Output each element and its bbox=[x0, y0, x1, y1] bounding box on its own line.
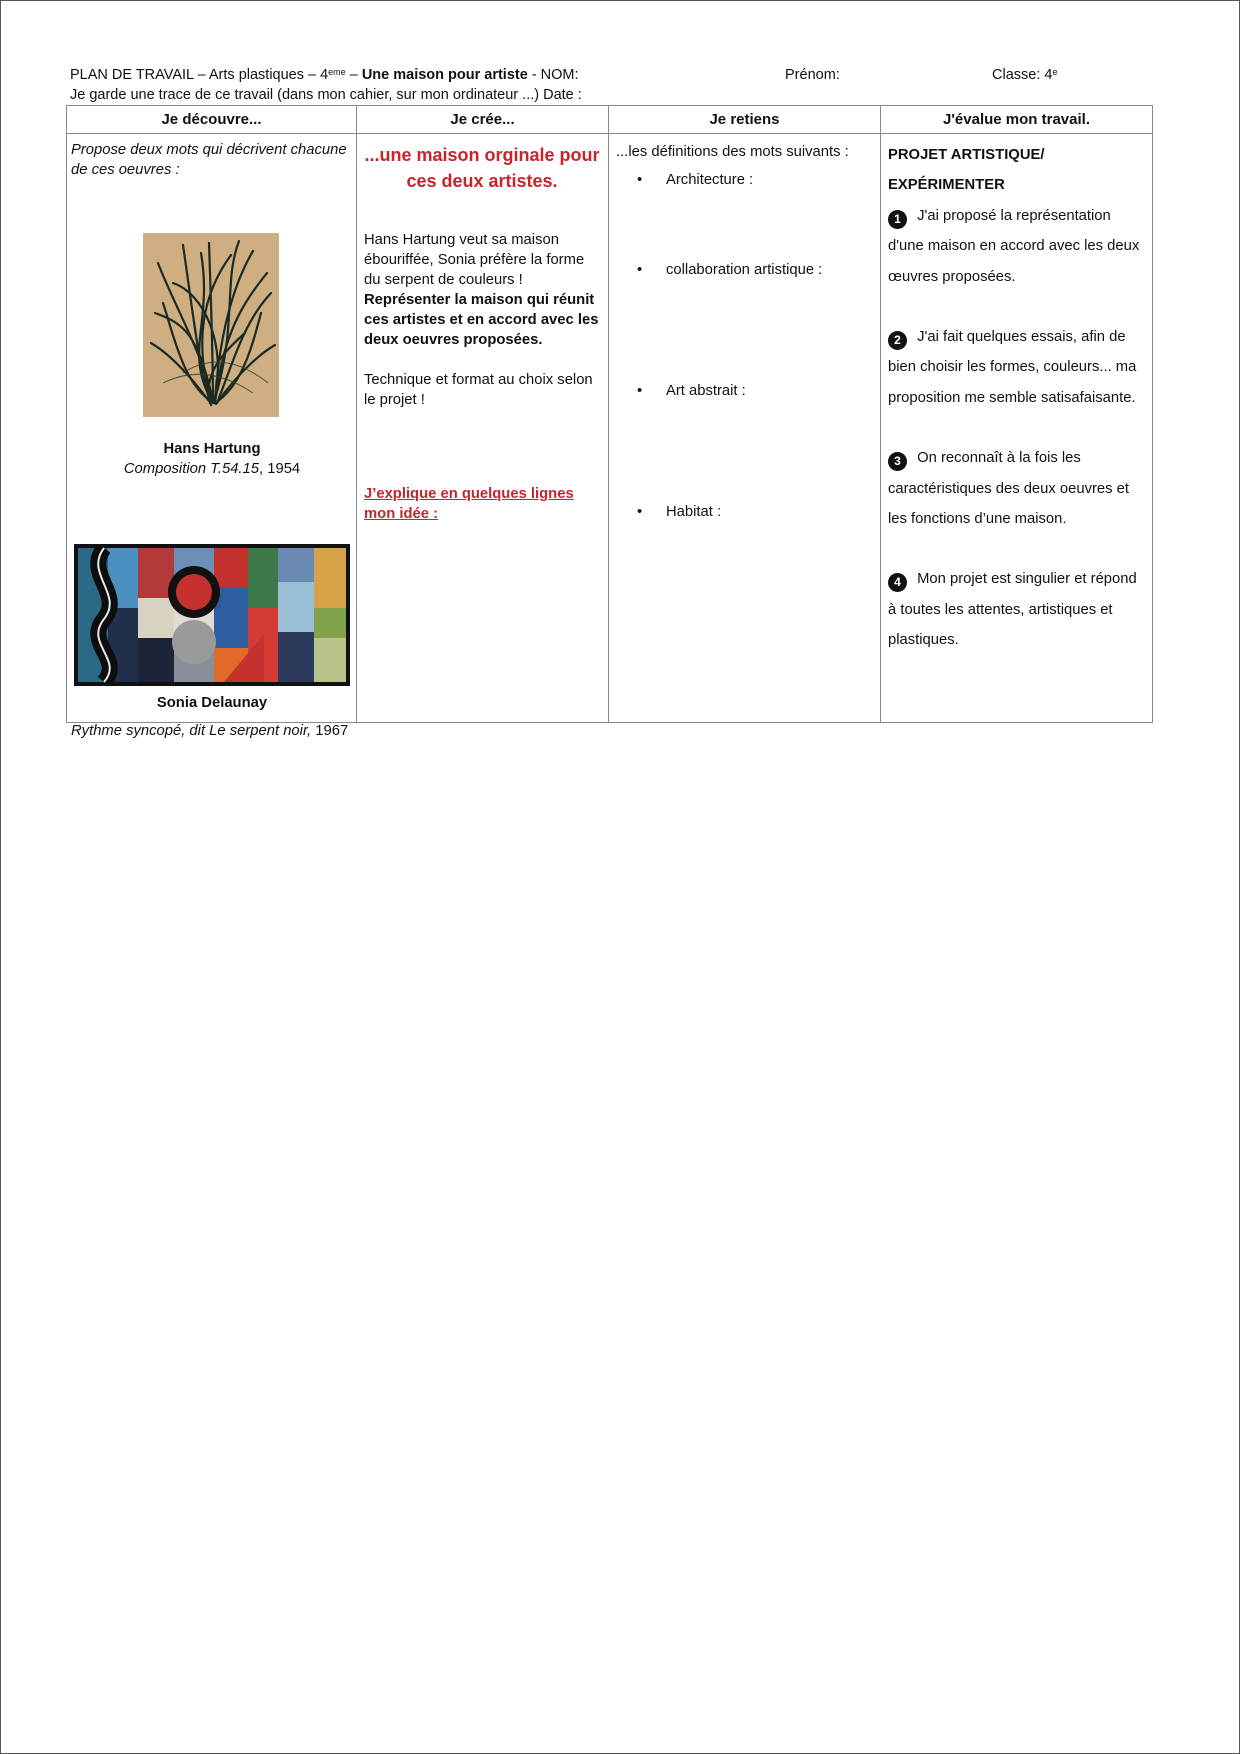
project-title: Une maison pour artiste bbox=[361, 67, 528, 83]
definition-label: Habitat : bbox=[666, 504, 722, 520]
level-superscript: eme bbox=[328, 67, 346, 77]
classe-text: Classe: 4 bbox=[992, 67, 1053, 83]
header-line-2: Je garde une trace de ce travail (dans mon cahier, sur mon ordinateur ...) Date : bbox=[70, 87, 582, 103]
criterion-text: J'ai fait quelques essais, afin de bien choisir les formes, couleurs... ma proposition me semble satisafaisante. bbox=[888, 329, 1137, 406]
definition-label: collaboration artistique : bbox=[666, 262, 823, 278]
definition-item bbox=[640, 502, 721, 522]
definition-label: Art abstrait : bbox=[666, 383, 746, 399]
criterion-item bbox=[888, 443, 1148, 534]
criterion-number-icon: 2 bbox=[888, 331, 907, 350]
criterion-number-icon: 4 bbox=[888, 573, 907, 592]
criterion-item bbox=[888, 564, 1148, 655]
create-instructions bbox=[364, 230, 604, 410]
table-body-row bbox=[67, 134, 1153, 723]
delaunay-year: 1967 bbox=[311, 723, 349, 739]
remember-intro: ...les définitions des mots suivants : bbox=[616, 144, 849, 160]
evaluation-section-subtitle: EXPÉRIMENTER bbox=[888, 177, 1005, 194]
delaunay-artist-name: Sonia Delaunay bbox=[156, 695, 268, 711]
hartung-artwork-image bbox=[143, 233, 279, 417]
discover-instruction: Propose deux mots qui décrivent chacune de ces oeuvres : bbox=[71, 142, 347, 178]
create-paragraph-1-bold: Représenter la maison qui réunit ces artistes et en accord avec les deux oeuvres proposées. bbox=[364, 292, 599, 348]
heading-evaluate: J'évalue mon travail. bbox=[881, 106, 1153, 134]
classe-label bbox=[992, 65, 1057, 85]
cell-evaluate bbox=[881, 134, 1153, 723]
evaluation-criteria bbox=[888, 140, 1148, 656]
evaluation-section-title: PROJET ARTISTIQUE/ bbox=[888, 147, 1045, 163]
hartung-artist-name: Hans Hartung bbox=[163, 441, 261, 457]
heading-discover: Je découvre... bbox=[67, 106, 357, 134]
definition-item bbox=[640, 381, 746, 401]
hartung-artwork-title bbox=[67, 459, 357, 479]
hartung-year: , 1954 bbox=[259, 461, 301, 477]
create-paragraph-2: Technique et format au choix selon le projet ! bbox=[364, 372, 593, 408]
criterion-item bbox=[888, 201, 1148, 292]
explain-prompt: J’explique en quelques lignes mon idée : bbox=[364, 486, 574, 522]
table-header-row bbox=[67, 106, 1153, 134]
criterion-text: Mon projet est singulier et répond à toutes les attentes, artistiques et plastiques. bbox=[888, 571, 1137, 649]
work-plan-table bbox=[66, 105, 1153, 739]
criterion-text: On reconnaît à la fois les caractéristiques des deux oeuvres et les fonctions d’une maison. bbox=[888, 450, 1129, 528]
delaunay-artwork-image bbox=[74, 544, 350, 686]
definition-item bbox=[640, 260, 822, 280]
cell-create bbox=[357, 134, 609, 723]
prenom-label: Prénom: bbox=[785, 67, 840, 83]
definition-label: Architecture : bbox=[666, 172, 754, 188]
header-plan-label: PLAN DE TRAVAIL – Arts plastiques – 4 bbox=[70, 67, 329, 83]
header-line-1 bbox=[70, 65, 1150, 85]
classe-superscript: e bbox=[1052, 67, 1058, 77]
header-dash: – bbox=[345, 67, 362, 83]
criterion-item bbox=[888, 322, 1148, 413]
cell-discover bbox=[67, 134, 357, 739]
criterion-text: J'ai proposé la représentation d'une maison en accord avec les deux œuvres proposées. bbox=[888, 207, 1140, 285]
heading-create: Je crée... bbox=[357, 106, 609, 134]
definition-item bbox=[640, 170, 753, 190]
nom-label: - NOM: bbox=[527, 67, 579, 83]
heading-remember: Je retiens bbox=[609, 106, 881, 134]
criterion-number-icon: 1 bbox=[888, 210, 907, 229]
delaunay-title-text: Rythme syncopé, dit Le serpent noir, bbox=[71, 723, 312, 739]
create-paragraph-1: Hans Hartung veut sa maison ébouriffée, Sonia préfère la forme du serpent de couleurs ! bbox=[364, 232, 585, 288]
hartung-caption bbox=[67, 439, 357, 479]
criterion-number-icon: 3 bbox=[888, 452, 907, 471]
delaunay-artwork-title bbox=[71, 723, 361, 739]
create-title: ...une maison orginale pour ces deux artistes. bbox=[364, 145, 600, 191]
hartung-title-text: Composition T.54.15 bbox=[123, 461, 260, 477]
cell-remember bbox=[609, 134, 881, 723]
worksheet-header bbox=[70, 65, 1150, 105]
